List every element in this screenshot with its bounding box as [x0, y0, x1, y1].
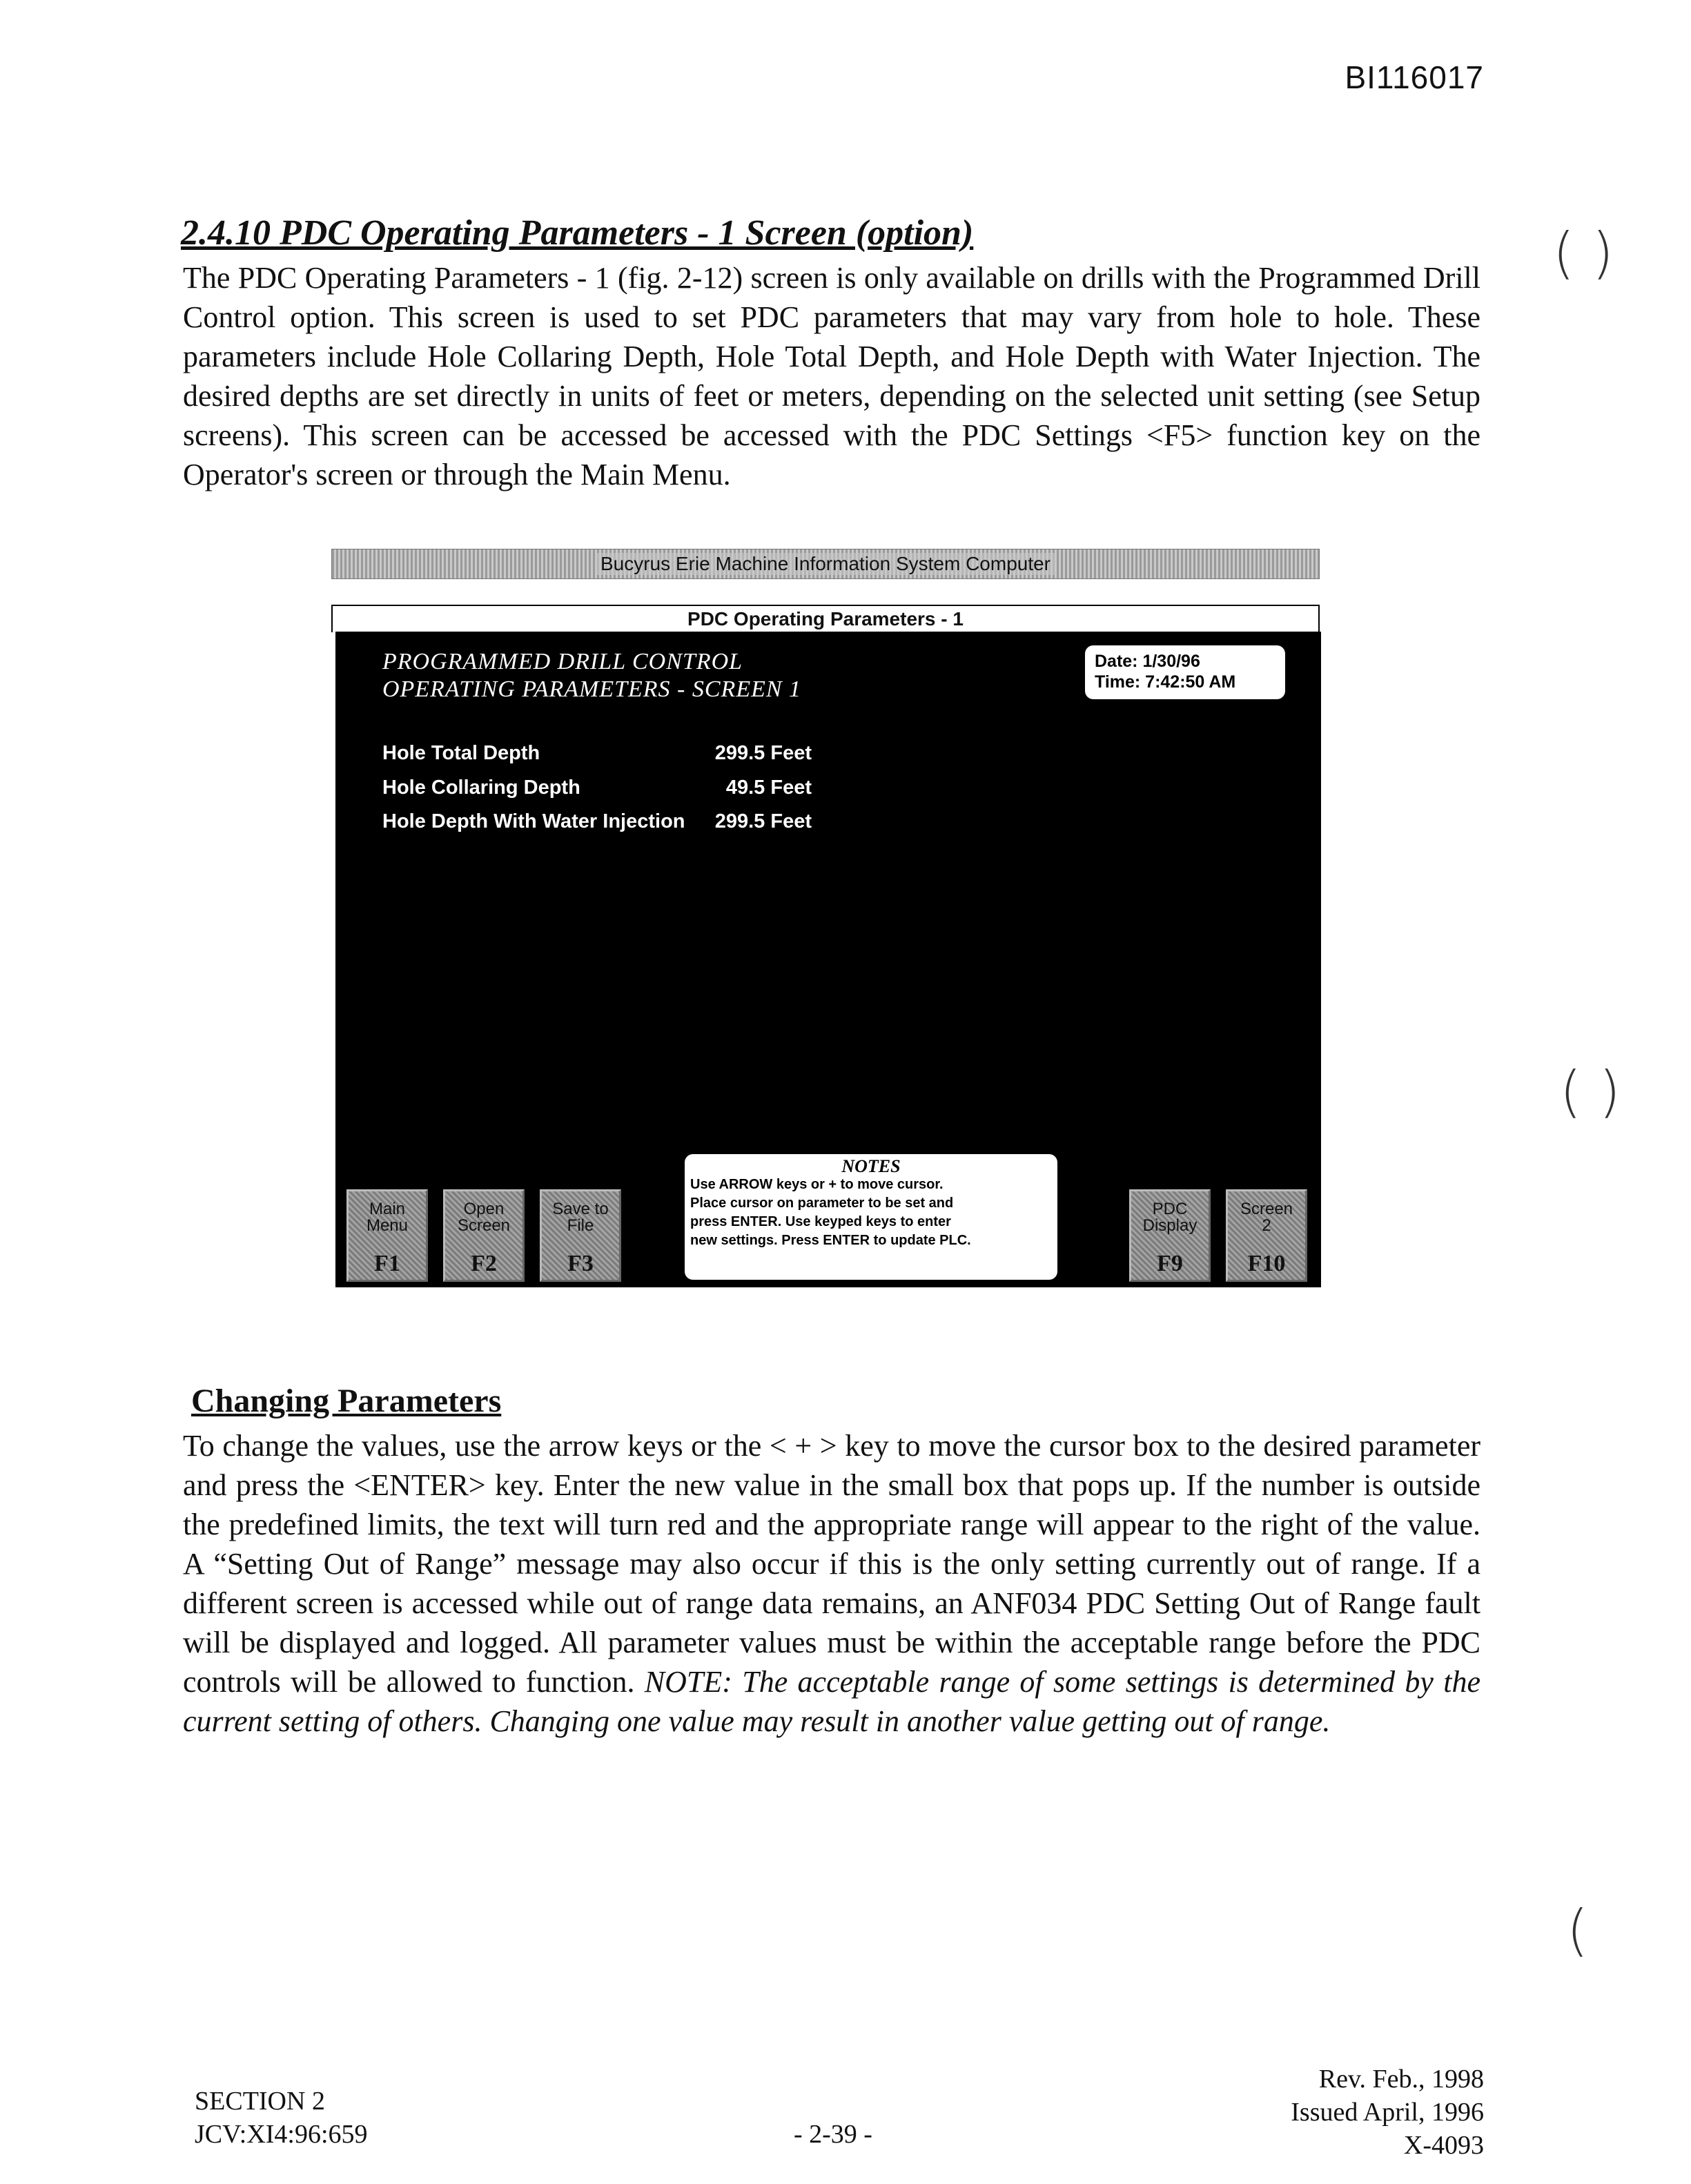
- footer-issued: Issued April, 1996: [1291, 2098, 1484, 2127]
- fkey-code: F9: [1157, 1251, 1183, 1276]
- notes-line: Use ARROW keys or + to move cursor.: [690, 1177, 944, 1192]
- fkey-label: Save to: [552, 1200, 609, 1218]
- fkey-code: F3: [567, 1251, 594, 1276]
- footer-section: SECTION 2: [195, 2087, 325, 2116]
- notes-line: new settings. Press ENTER to update PLC.: [690, 1233, 971, 1248]
- fkey-label: Screen: [457, 1216, 511, 1235]
- param-value-hole-total-depth[interactable]: 299.5 Feet: [714, 742, 812, 764]
- notes-line: Place cursor on parameter to be set and: [690, 1196, 954, 1211]
- pdc-display-button[interactable]: [1129, 1189, 1211, 1282]
- page-number: - 2-39 -: [794, 2120, 872, 2149]
- subheading: Changing Parameters: [191, 1383, 502, 1419]
- fkey-label: PDC: [1152, 1200, 1188, 1218]
- screen-2-button[interactable]: [1226, 1189, 1307, 1282]
- window-titlebar: [331, 549, 1320, 579]
- footer-code: JCV:XI4:96:659: [195, 2120, 368, 2149]
- screen-title-line2: OPERATING PARAMETERS - SCREEN 1: [382, 676, 802, 702]
- fkey-code: F2: [471, 1251, 497, 1276]
- footer-number: X-4093: [1403, 2131, 1484, 2160]
- fkey-label: Display: [1142, 1216, 1198, 1235]
- fkey-label: Open: [463, 1200, 505, 1218]
- body-text: To change the values, use the arrow keys or the < + > key to move the cursor box to the desired parameter and press the <ENTER> key. Enter the new value in the small box that pops up. If the number is outside the predefined limits, the text will turn red and the appropriate range will appear to the right of the value. A “Setting Out of Range” message may also occur if this is the only setting currently out of range. If a different screen is accessed while out of range data remains, an ANF034 PDC Setting Out of Range fault will be displayed and logged. All parameter values must be within the acceptable range before the PDC controls will be allowed to function.: [183, 1429, 1480, 1699]
- save-to-file-button[interactable]: [540, 1189, 621, 1282]
- fkey-label: File: [567, 1216, 594, 1235]
- fkey-code: F1: [374, 1251, 400, 1276]
- margin-mark: (: [1567, 1898, 1589, 1962]
- fkey-code: F10: [1247, 1251, 1286, 1276]
- date-time-box: [1085, 645, 1285, 699]
- notes-line: press ENTER. Use keyped keys to enter: [690, 1214, 951, 1229]
- time-text: Time: 7:42:50 AM: [1095, 672, 1236, 692]
- margin-mark: ( ): [1553, 221, 1614, 285]
- param-value-water-injection-depth[interactable]: 299.5 Feet: [714, 810, 812, 832]
- body-paragraph: [183, 1426, 1480, 1741]
- date-text: Date: 1/30/96: [1095, 652, 1200, 671]
- footer-rev: Rev. Feb., 1998: [1318, 2065, 1484, 2094]
- footer-right: [1291, 2063, 1484, 2162]
- section-heading: 2.4.10 PDC Operating Parameters - 1 Screen (option): [181, 213, 974, 253]
- screen-title-line1: PROGRAMMED DRILL CONTROL: [382, 649, 743, 674]
- pdc-screen: [335, 632, 1321, 1287]
- screen-tab-title: PDC Operating Parameters - 1: [331, 605, 1320, 632]
- param-label-hole-total-depth: Hole Total Depth: [382, 742, 540, 764]
- param-value-hole-collaring-depth[interactable]: 49.5 Feet: [725, 777, 812, 799]
- fkey-label: Menu: [366, 1216, 409, 1235]
- notes-box: [685, 1154, 1057, 1280]
- window-title: Bucyrus Erie Machine Information System Computer: [596, 553, 1055, 575]
- fkey-label: Screen: [1240, 1200, 1293, 1218]
- intro-paragraph: The PDC Operating Parameters - 1 (fig. 2-12) screen is only available on drills with the Programmed Drill Control option. This screen is used to set PDC parameters that may vary from hole to hole. These parameters include Hole Collaring Depth, Hole Total Depth, and Hole Depth with Water Injection. The desired depths are set directly in units of feet or meters, depending on the selected unit setting (see Setup screens). This screen can be accessed be accessed with the PDC Settings <F5> function key on the Operator's screen or through the Main Menu.: [183, 261, 1480, 491]
- note-text: NOTE: The acceptable range of some settings is determined by the current setting of others. Changing one value may result in another value getting out of range.: [183, 1665, 1480, 1738]
- fkey-label: Main: [369, 1200, 406, 1218]
- notes-title: NOTES: [841, 1156, 901, 1176]
- document-id: BI116017: [1345, 59, 1484, 95]
- open-screen-button[interactable]: [443, 1189, 525, 1282]
- main-menu-button[interactable]: [346, 1189, 428, 1282]
- footer-left: [195, 2085, 368, 2151]
- margin-mark: ( ): [1560, 1060, 1621, 1124]
- param-label-hole-collaring-depth: Hole Collaring Depth: [382, 777, 580, 799]
- param-label-water-injection-depth: Hole Depth With Water Injection: [382, 810, 685, 832]
- fkey-label: 2: [1262, 1216, 1271, 1235]
